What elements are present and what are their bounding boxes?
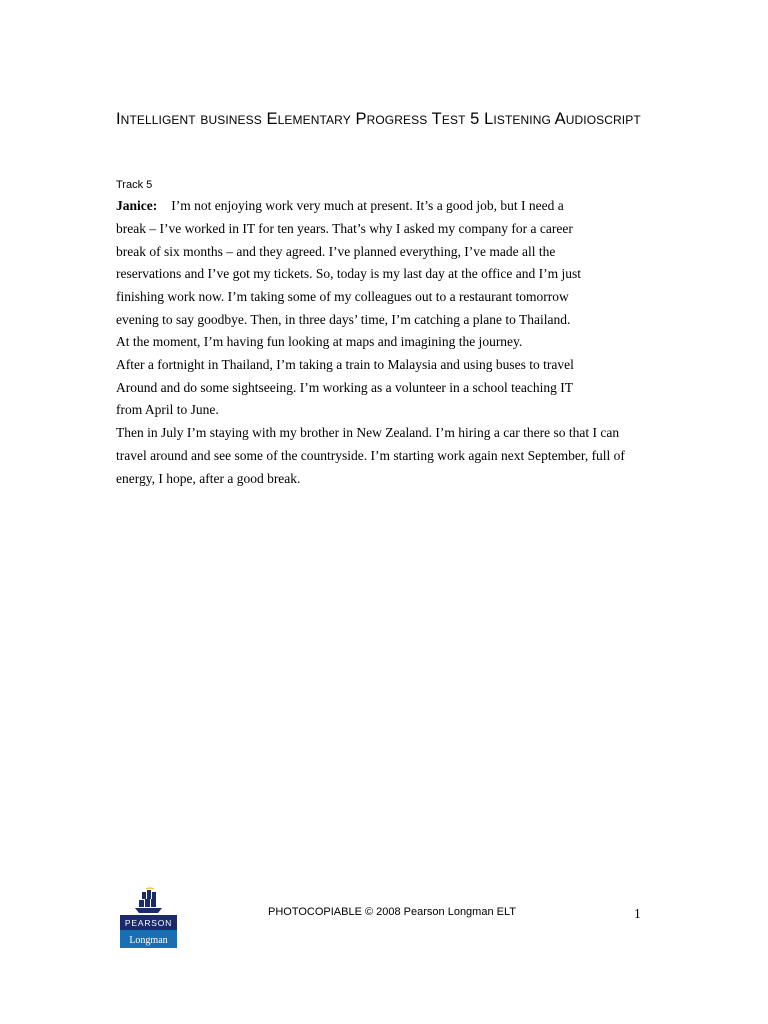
script-line: Then in July I’m staying with my brother in New Zealand. I’m hiring a car there so that I can [116,425,620,440]
copyright-notice: PHOTOCOPIABLE © 2008 Pearson Longman ELT [268,906,516,918]
pearson-ship-icon [135,888,162,913]
script-line: At the moment, I’m having fun looking at maps and imagining the journey. [116,334,523,349]
script-line: break of six months – and they agreed. I’ve planned everything, I’ve made all the [116,243,556,259]
script-line [116,196,564,216]
document-title: Intelligent business Elementary Progress Test 5 Listening Audioscript [116,110,641,128]
script-line: evening to say goodbye. Then, in three days’ time, I’m catching a plane to Thailand. [116,311,571,327]
script-line: energy, I hope, after a good break. [116,471,301,486]
logo-longman-text: Longman [129,935,168,946]
script-line: finishing work now. I’m taking some of my colleagues out to a restaurant tomorrow [116,288,569,304]
script-line: from April to June. [116,402,219,417]
script-line: travel around and see some of the countryside. I’m starting work again next September, full of [116,447,625,463]
script-line: break – I’ve worked in IT for ten years. That’s why I asked my company for a career [116,220,573,236]
pearson-longman-logo [120,886,177,948]
track-label: Track 5 [116,179,153,191]
script-line: reservations and I’ve got my tickets. So, today is my last day at the office and I’m just [116,265,582,281]
script-line-text: I’m not enjoying work very much at present. It’s a good job, but I need a [171,198,564,213]
speaker-name: Janice: [116,198,158,213]
script-line: Around and do some sightseeing. I’m working as a volunteer in a school teaching IT [116,379,574,395]
script-line: After a fortnight in Thailand, I’m taking a train to Malaysia and using buses to travel [116,357,574,372]
page-number: 1 [634,906,641,921]
logo-pearson-text: PEARSON [124,918,173,928]
